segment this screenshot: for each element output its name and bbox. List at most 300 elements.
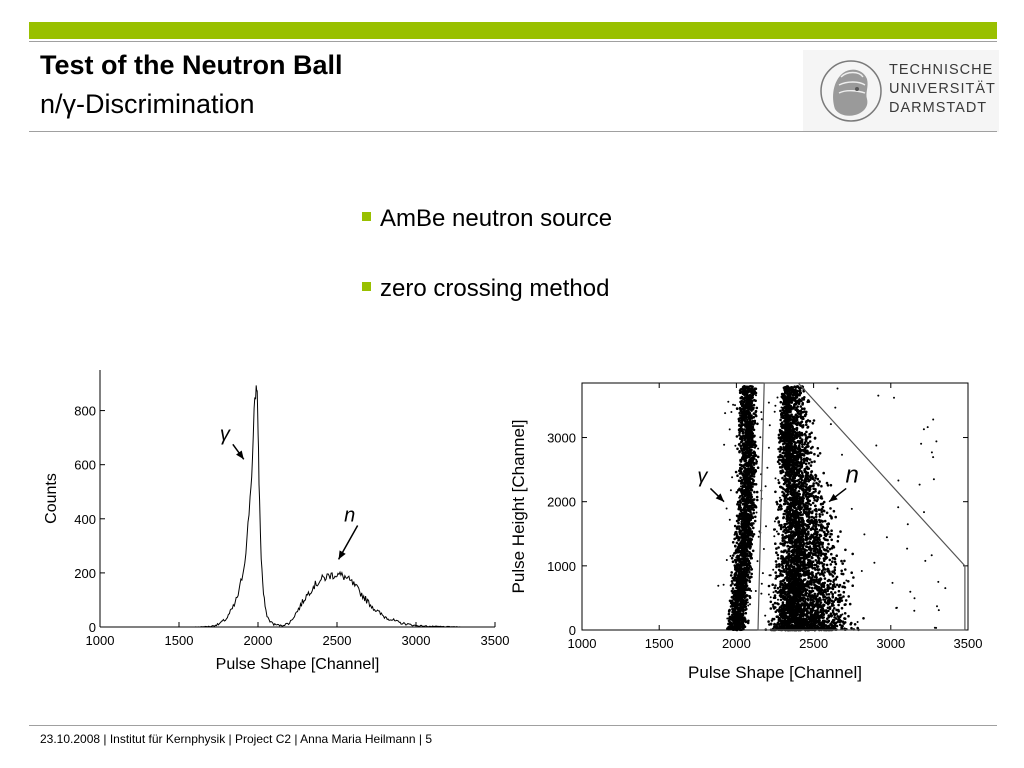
data-point [736,587,739,590]
data-point [741,479,744,482]
data-point [769,574,771,576]
data-point [745,491,748,494]
data-point [741,536,744,539]
data-point [776,602,779,605]
data-point [806,543,809,546]
data-point [763,548,765,550]
data-point [748,459,751,462]
data-point [826,593,829,596]
data-point [735,595,738,598]
data-point [815,513,818,516]
data-point [747,391,749,393]
data-point [818,513,821,516]
data-point [747,620,750,623]
data-point [735,537,737,539]
data-point [742,549,745,552]
data-point [745,612,748,615]
data-point [732,541,735,544]
data-point [742,523,745,526]
data-point [748,476,751,479]
data-point [737,620,740,623]
data-point [801,475,804,478]
data-point [745,493,748,496]
data-point [750,442,753,445]
data-point [839,530,842,533]
data-point [829,559,832,562]
data-point [834,591,837,594]
data-point [786,531,789,534]
data-point [740,497,743,500]
data-point [745,558,748,561]
data-point [750,494,753,497]
data-point [772,569,774,571]
data-point [740,557,743,560]
data-point [734,545,737,548]
data-point [744,596,747,599]
data-point [817,484,820,487]
data-point [737,568,740,571]
data-point [736,542,739,545]
data-point [774,520,776,522]
data-point [778,463,781,466]
data-point [835,554,838,557]
data-point [745,608,748,611]
data-point [754,469,757,472]
data-point [755,411,758,414]
data-point [761,583,763,585]
data-point [754,387,757,390]
data-point [822,616,825,619]
data-point [748,464,751,467]
data-point [736,474,739,477]
data-point [738,424,741,427]
data-point [741,567,744,570]
data-point [727,623,730,626]
data-point [738,418,741,421]
data-point [729,428,731,430]
data-point [739,504,742,507]
data-point [748,496,751,499]
data-point [802,454,805,457]
data-point [740,388,743,391]
data-point [731,582,734,585]
y-tick-label: 2000 [547,494,576,510]
bullet-item [362,205,612,233]
data-point [761,418,763,420]
data-point [805,431,808,434]
data-point [783,483,786,486]
data-point [790,502,793,505]
data-point [741,436,744,439]
data-point [750,573,753,576]
data-point [840,570,843,573]
data-point [739,546,742,549]
data-point [745,563,748,566]
data-point [738,571,741,574]
data-point [733,576,736,579]
bullet-text: AmBe neutron source [380,205,613,232]
data-point [739,583,741,585]
data-point [834,516,837,519]
data-point [734,445,736,447]
data-point [749,603,751,605]
data-point [746,499,749,502]
data-point [826,617,829,620]
data-point [773,587,776,590]
annotation-label: γ [219,423,230,446]
data-point [748,571,751,574]
data-point [838,585,841,588]
annotation-arrowhead [236,451,244,460]
data-point [749,580,752,583]
data-point [742,485,745,488]
data-point [742,623,745,626]
x-tick-label: 2500 [322,633,352,648]
data-point [740,471,743,474]
data-point [744,572,747,575]
accent-bar [29,22,997,39]
y-tick-label: 3000 [547,430,576,446]
page-title: Test of the Neutron Ball [40,50,343,80]
data-point [843,591,846,594]
data-point [801,407,804,410]
data-point [734,534,736,536]
data-point [736,589,739,592]
data-point [744,459,747,462]
data-point [770,596,772,598]
data-point [746,598,749,601]
data-point [754,446,757,449]
data-point [777,508,780,511]
data-point [841,562,844,565]
data-point [736,435,739,438]
data-point [773,591,775,593]
data-point [733,565,735,567]
data-point [812,482,815,485]
data-point [746,434,749,437]
data-point [744,618,747,621]
data-point [752,512,755,515]
data-point [822,472,825,475]
data-point [840,560,843,563]
data-point [742,610,745,613]
data-point [805,463,808,466]
data-point [791,387,794,390]
data-point [737,558,740,561]
data-point [736,579,738,581]
y-tick-label: 600 [74,457,96,473]
data-point [740,410,743,413]
data-point [769,424,771,426]
data-point [776,531,778,533]
data-point [748,403,751,406]
data-point [743,594,745,596]
data-point [743,470,746,473]
data-point [756,496,759,499]
data-point [744,448,747,451]
y-tick-label: 0 [568,623,576,638]
data-point [747,529,750,532]
data-point [811,594,814,597]
data-point [746,424,749,427]
data-point [740,441,743,444]
data-point [753,491,756,494]
data-point [749,417,752,420]
data-point [738,434,741,437]
data-point [757,456,760,459]
data-point [742,416,745,419]
data-point [752,550,755,553]
data-point [749,547,752,550]
data-point [750,506,753,509]
data-point [747,444,749,446]
data-point [777,557,780,560]
data-point [777,456,780,459]
x-tick-label: 3000 [401,633,431,648]
data-point [747,531,750,534]
data-point [723,584,725,586]
data-point [826,564,829,567]
data-point [726,559,728,561]
data-point [731,614,734,617]
data-point [850,571,853,574]
y-tick-label: 0 [88,620,96,635]
data-point [826,512,829,515]
data-point [732,587,735,590]
y-tick-label: 400 [74,511,96,527]
data-point [738,592,741,595]
x-tick-label: 1000 [567,636,597,651]
data-point [740,491,743,494]
data-point [756,423,759,426]
data-point [732,609,735,612]
data-point [749,553,752,556]
data-point [736,407,739,410]
bullet-item [362,275,609,303]
data-point [754,516,757,519]
data-point [748,577,751,580]
data-point [824,577,827,580]
data-point [732,625,735,628]
data-point [803,607,806,610]
data-point [779,419,782,422]
logo-line: UNIVERSITÄT [889,81,996,97]
data-point [728,610,731,613]
data-point [745,542,748,545]
data-point [819,529,822,532]
data-point [740,597,743,600]
data-point [726,508,728,510]
data-point [742,432,745,435]
data-point [723,444,725,446]
data-point [831,593,834,596]
data-point [753,475,756,478]
counts-histogram-chart [30,360,510,690]
data-point [768,594,770,596]
bullet-square-icon [362,212,371,221]
data-point [741,595,743,597]
data-point [751,400,754,403]
data-point [748,510,751,513]
data-point [820,485,823,488]
logo-text [889,61,996,118]
data-point [741,458,744,461]
data-point [814,568,817,571]
data-point [745,569,748,572]
data-point [795,441,798,444]
data-point [847,595,850,598]
data-point [743,394,746,397]
data-point [852,576,855,579]
x-tick-label: 2000 [243,633,273,648]
data-point [756,407,759,410]
data-point [831,560,834,563]
data-point [833,607,836,610]
data-point [749,397,752,400]
logo [803,50,999,132]
data-point [745,566,748,569]
data-point [743,604,746,607]
data-point [832,595,835,598]
data-point [749,432,752,435]
data-point [733,602,736,605]
data-point [752,527,755,530]
data-point [745,415,748,418]
data-point [829,507,832,510]
data-point [773,535,775,537]
data-point [741,576,744,579]
data-point [748,506,751,509]
data-point [745,468,748,471]
data-point [751,435,754,438]
data-point [739,468,742,471]
data-point [735,607,737,609]
data-point [739,407,742,410]
data-point [743,520,746,523]
data-point [734,598,737,601]
data-point [748,595,751,598]
data-point [799,600,802,603]
y-tick-label: 800 [74,403,96,419]
y-axis-label: Counts [43,473,60,524]
data-point [756,512,758,514]
data-point [774,571,777,574]
data-point [741,391,744,394]
data-point [751,440,754,443]
y-tick-label: 1000 [547,558,576,574]
data-point [743,503,746,506]
data-point [737,604,740,607]
data-point [747,399,750,402]
data-point [744,391,747,394]
data-point [730,574,733,577]
data-point [748,491,751,494]
data-point [755,483,758,486]
data-point [746,455,749,458]
data-point [744,441,747,444]
data-point [747,519,750,522]
logo-line: DARMSTADT [889,100,988,116]
data-point [844,568,847,571]
data-point [749,499,752,502]
data-point [751,473,754,476]
data-point [736,520,739,523]
data-point [743,444,746,447]
data-point [734,572,737,575]
data-point [752,432,754,434]
data-point [747,526,750,529]
data-point [734,592,737,595]
data-point [736,564,739,567]
data-point [731,590,734,593]
data-point [735,471,738,474]
x-axis-label: Pulse Shape [Channel] [688,663,862,682]
data-point [832,545,835,548]
data-point [839,623,842,626]
data-point [739,551,742,554]
data-point [774,602,777,605]
data-point [747,452,750,455]
data-point [747,436,750,439]
data-point [742,627,745,630]
data-point [747,538,750,541]
data-point [744,580,747,583]
data-point [735,604,738,607]
data-point [737,625,740,628]
data-point [748,472,751,475]
data-point [832,580,835,583]
data-point [734,404,736,406]
data-point [810,471,813,474]
data-point [777,521,780,524]
data-point [730,555,732,557]
data-point [754,520,757,523]
bullet-text: zero crossing method [380,275,610,302]
data-point [724,412,726,414]
data-point [819,452,822,455]
data-point [780,447,783,450]
data-point [752,394,755,397]
divider [29,131,997,132]
data-point [805,495,808,498]
data-point [774,584,777,587]
data-point [777,587,780,590]
data-point [774,405,776,407]
y-axis-label: Pulse Height [Channel] [509,419,528,594]
data-point [738,544,741,547]
data-point [849,603,852,606]
data-point [751,522,754,525]
data-point [730,489,732,491]
data-point [778,524,781,527]
x-tick-label: 1500 [644,636,674,651]
data-point [717,585,719,587]
data-point [730,600,733,603]
data-point [845,599,848,602]
data-point [819,515,822,518]
annotation-label: n [344,504,356,527]
data-point [736,535,738,537]
data-point [811,512,814,515]
data-point [739,437,742,440]
data-point [781,477,784,480]
data-point [739,629,742,632]
data-point [821,529,824,532]
data-point [728,613,731,616]
data-point [739,501,742,504]
data-point [829,536,832,539]
x-tick-label: 3500 [953,636,983,651]
